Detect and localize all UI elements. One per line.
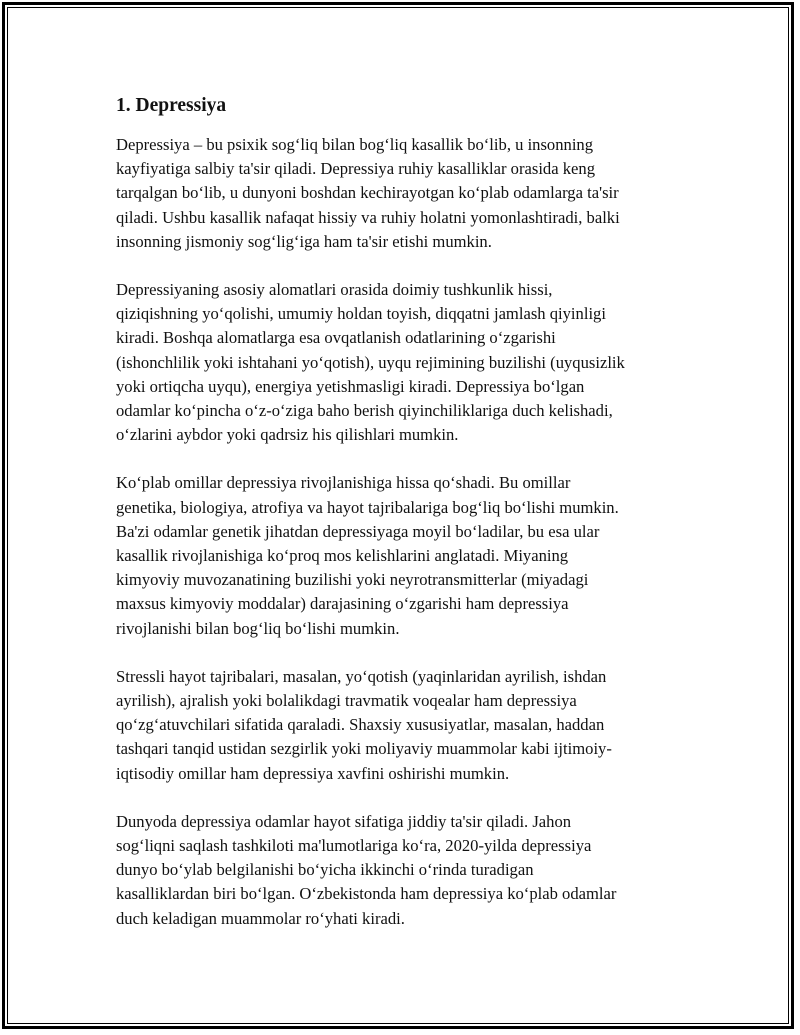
text-line: kimyoviy muvozanatining buzilishi yoki neyrotransmitterlar (miyadagi: [116, 570, 589, 590]
text-line: kasallik rivojlanishiga ko‘proq mos kelishlarini anglatadi. Miyaning: [116, 546, 569, 566]
paragraph-4: [116, 665, 696, 786]
text-line: kasalliklardan biri bo‘lgan. O‘zbekistonda ham depressiya ko‘plab odamlar: [116, 884, 617, 904]
text-line: kayfiyatiga salbiy ta'sir qiladi. Depressiya ruhiy kasalliklar orasida keng: [116, 159, 595, 179]
text-line: Depressiya – bu psixik sog‘liq bilan bog‘liq kasallik bo‘lib, u insonning: [116, 135, 594, 154]
text-line: tashqari tanqid ustidan sezgirlik yoki moliyaviy muammolar kabi ijtimoiy-: [116, 739, 612, 759]
text-line: Ko‘plab omillar depressiya rivojlanishiga hissa qo‘shadi. Bu omillar: [116, 473, 571, 493]
text-line: (ishonchlilik yoki ishtahani yo‘qotish), uyqu rejimining buzilishi (uyqusizlik: [116, 352, 625, 372]
text-line: kiradi. Boshqa alomatlarga esa ovqatlanish odatlarining o‘zgarishi: [116, 328, 556, 348]
text-line: yoki ortiqcha uyqu), energiya yetishmasligi kiradi. Depressiya bo‘lgan: [116, 376, 585, 396]
text-line: Depressiyaning asosiy alomatlari orasida doimiy tushkunlik hissi,: [116, 280, 553, 300]
text-line: qiziqishning yo‘qolishi, umumiy holdan toyish, diqqatni jamlash qiyinligi: [116, 304, 606, 324]
paragraph-5: [116, 810, 696, 931]
paragraph-list: [116, 133, 696, 931]
text-line: qo‘zg‘atuvchilari sifatida qaraladi. Shaxsiy xususiyatlar, masalan, haddan: [116, 715, 605, 735]
text-line: iqtisodiy omillar ham depressiya xavfini oshirishi mumkin.: [116, 763, 510, 783]
paragraph-1: [116, 133, 696, 254]
text-line: insonning jismoniy sog‘lig‘iga ham ta'sir etishi mumkin.: [116, 231, 492, 251]
text-line: Stressli hayot tajribalari, masalan, yo‘qotish (yaqinlaridan ayrilish, ishdan: [116, 666, 607, 686]
text-line: odamlar ko‘pincha o‘z-o‘ziga baho berish qiyinchiliklariga duch kelishadi,: [116, 401, 613, 421]
paragraph-2: [116, 278, 696, 447]
text-line: Ba'zi odamlar genetik jihatdan depressiyaga moyil bo‘ladilar, bu esa ular: [116, 521, 600, 541]
text-line: duch keladigan muammolar ro‘yhati kiradi.: [116, 908, 405, 928]
text-line: sog‘liqni saqlash tashkiloti ma'lumotlariga ko‘ra, 2020-yilda depressiya: [116, 836, 592, 856]
text-line: dunyo bo‘ylab belgilanishi bo‘yicha ikkinchi o‘rinda turadigan: [116, 860, 534, 880]
section-heading: 1. Depressiya: [116, 95, 227, 116]
text-line: ayrilish), ajralish yoki bolalikdagi travmatik voqealar ham depressiya: [116, 691, 577, 711]
document-body: [116, 94, 696, 955]
text-line: qiladi. Ushbu kasallik nafaqat hissiy va ruhiy holatni yomonlashtiradi, balki: [116, 207, 620, 227]
text-line: maxsus kimyoviy moddalar) darajasining o‘zgarishi ham depressiya: [116, 594, 569, 614]
text-line: Dunyoda depressiya odamlar hayot sifatiga jiddiy ta'sir qiladi. Jahon: [116, 811, 572, 831]
paragraph-3: [116, 471, 696, 640]
text-line: rivojlanishi bilan bog‘liq bo‘lishi mumkin.: [116, 618, 400, 638]
text-line: tarqalgan bo‘lib, u dunyoni boshdan kechirayotgan ko‘plab odamlarga ta'sir: [116, 183, 619, 203]
text-line: o‘zlarini aybdor yoki qadrsiz his qilishlari mumkin.: [116, 425, 459, 445]
text-line: genetika, biologiya, atrofiya va hayot tajribalariga bog‘liq bo‘lishi mumkin.: [116, 497, 619, 517]
